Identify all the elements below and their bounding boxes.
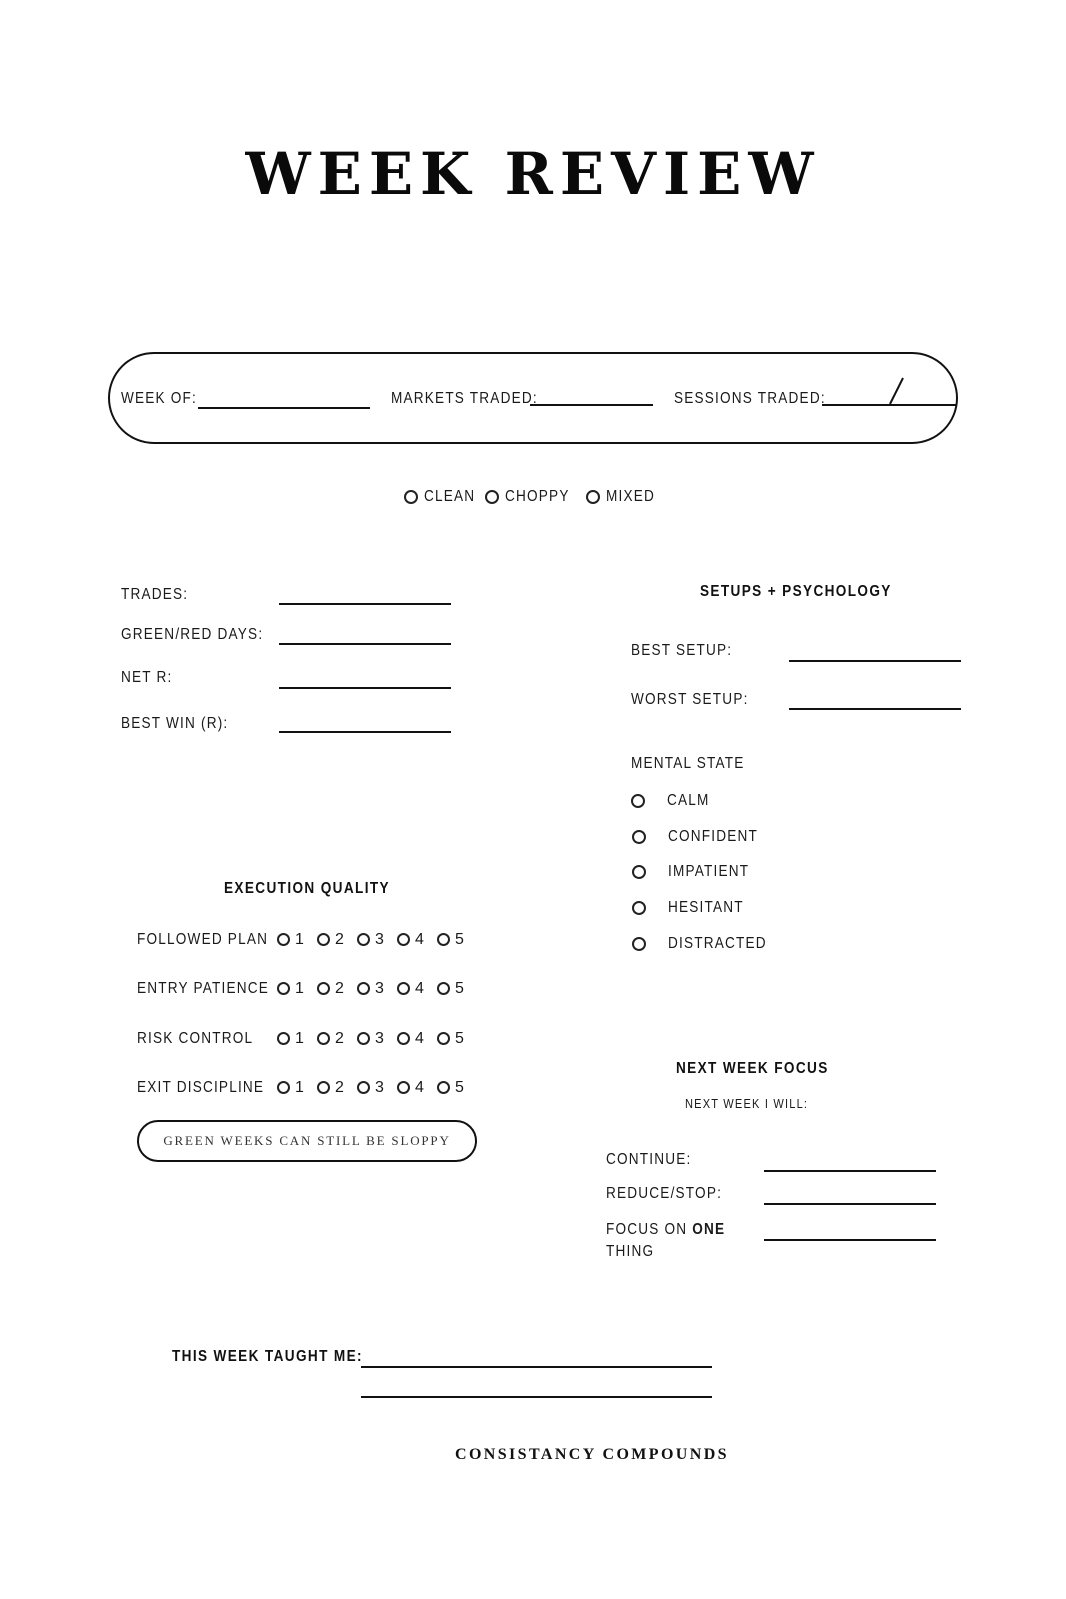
radio-circle-icon: [485, 490, 499, 504]
exit-discipline-label: EXIT DISCIPLINE: [137, 1079, 265, 1096]
net-r-field[interactable]: [279, 687, 451, 689]
mental-state-label: MENTAL STATE: [631, 755, 745, 772]
radio-circle-icon: [437, 1081, 450, 1094]
execution-quality-heading: EXECUTION QUALITY: [224, 880, 390, 897]
best-setup-label: BEST SETUP:: [631, 642, 733, 659]
radio-circle-icon: [631, 794, 645, 808]
radio-circle-icon: [404, 490, 418, 504]
sessions-slash-separator: [886, 376, 906, 406]
condition-option-choppy[interactable]: CHOPPY: [485, 488, 581, 506]
radio-circle-icon: [397, 1081, 410, 1094]
rating-option-5[interactable]: 5: [437, 1079, 477, 1097]
radio-circle-icon: [277, 933, 290, 946]
radio-circle-icon: [632, 937, 646, 951]
trades-label: TRADES:: [121, 586, 189, 603]
radio-circle-icon: [437, 982, 450, 995]
reflection-line-2[interactable]: [361, 1396, 712, 1398]
worst-setup-label: WORST SETUP:: [631, 691, 749, 708]
rating-option-3[interactable]: 3: [357, 1079, 397, 1097]
radio-circle-icon: [632, 901, 646, 915]
rating-option-1[interactable]: 1: [277, 1030, 317, 1048]
exit-discipline-rating[interactable]: [277, 1079, 477, 1097]
condition-option-mixed[interactable]: MIXED: [586, 488, 664, 506]
best-setup-field[interactable]: [789, 660, 961, 662]
radio-circle-icon: [357, 1032, 370, 1045]
markets-traded-field[interactable]: [530, 404, 653, 406]
rating-option-3[interactable]: 3: [357, 980, 397, 998]
condition-option-clean[interactable]: CLEAN: [404, 488, 484, 506]
sessions-traded-label: SESSIONS TRADED:: [674, 390, 826, 407]
setups-psychology-heading: SETUPS + PSYCHOLOGY: [700, 583, 892, 600]
rating-option-4[interactable]: 4: [397, 1030, 437, 1048]
focus-one-thing-label: FOCUS ON ONE THING: [606, 1221, 726, 1260]
next-week-subheading: NEXT WEEK I WILL:: [685, 1096, 809, 1111]
mental-state-option-distracted[interactable]: DISTRACTED: [632, 935, 784, 953]
continue-field[interactable]: [764, 1170, 936, 1172]
radio-circle-icon: [317, 1032, 330, 1045]
radio-circle-icon: [397, 1032, 410, 1045]
green-red-days-label: GREEN/RED DAYS:: [121, 626, 264, 643]
radio-circle-icon: [357, 1081, 370, 1094]
markets-traded-label: MARKETS TRADED:: [391, 390, 538, 407]
radio-circle-icon: [632, 865, 646, 879]
rating-option-4[interactable]: 4: [397, 931, 437, 949]
entry-patience-rating[interactable]: [277, 980, 477, 998]
radio-circle-icon: [397, 982, 410, 995]
radio-circle-icon: [632, 830, 646, 844]
radio-circle-icon: [277, 1032, 290, 1045]
risk-control-rating[interactable]: [277, 1030, 477, 1048]
net-r-label: NET R:: [121, 669, 173, 686]
worst-setup-field[interactable]: [789, 708, 961, 710]
risk-control-label: RISK CONTROL: [137, 1030, 254, 1047]
entry-patience-label: ENTRY PATIENCE: [137, 980, 270, 997]
rating-option-1[interactable]: 1: [277, 980, 317, 998]
trades-field[interactable]: [279, 603, 451, 605]
mental-state-option-hesitant[interactable]: HESITANT: [632, 899, 757, 917]
mental-state-option-calm[interactable]: CALM: [631, 792, 717, 810]
radio-circle-icon: [437, 933, 450, 946]
rating-option-3[interactable]: 3: [357, 931, 397, 949]
radio-circle-icon: [357, 933, 370, 946]
page-title: WEEK REVIEW: [245, 140, 821, 208]
mental-state-option-impatient[interactable]: IMPATIENT: [632, 863, 764, 881]
rating-option-2[interactable]: 2: [317, 931, 357, 949]
radio-circle-icon: [317, 933, 330, 946]
radio-circle-icon: [586, 490, 600, 504]
mental-state-option-confident[interactable]: CONFIDENT: [632, 828, 774, 846]
radio-circle-icon: [357, 982, 370, 995]
focus-one-thing-field[interactable]: [764, 1239, 936, 1241]
rating-option-4[interactable]: 4: [397, 1079, 437, 1097]
followed-plan-label: FOLLOWED PLAN: [137, 931, 269, 948]
rating-option-5[interactable]: 5: [437, 980, 477, 998]
rating-option-5[interactable]: 5: [437, 931, 477, 949]
reflection-line-1[interactable]: [361, 1366, 712, 1368]
rating-option-2[interactable]: 2: [317, 1030, 357, 1048]
radio-circle-icon: [317, 982, 330, 995]
green-red-days-field[interactable]: [279, 643, 451, 645]
week-of-field[interactable]: [198, 407, 370, 409]
reduce-stop-field[interactable]: [764, 1203, 936, 1205]
radio-circle-icon: [317, 1081, 330, 1094]
week-of-label: WEEK OF:: [121, 390, 198, 407]
footer-tagline: CONSISTANCY COMPOUNDS: [455, 1446, 729, 1463]
rating-option-1[interactable]: 1: [277, 931, 317, 949]
rating-option-2[interactable]: 2: [317, 1079, 357, 1097]
followed-plan-rating[interactable]: [277, 931, 477, 949]
next-week-focus-heading: NEXT WEEK FOCUS: [676, 1060, 829, 1077]
reduce-stop-label: REDUCE/STOP:: [606, 1185, 723, 1202]
rating-option-3[interactable]: 3: [357, 1030, 397, 1048]
radio-circle-icon: [397, 933, 410, 946]
radio-circle-icon: [437, 1032, 450, 1045]
this-week-taught-me-label: THIS WEEK TAUGHT ME:: [172, 1348, 363, 1365]
radio-circle-icon: [277, 1081, 290, 1094]
continue-label: CONTINUE:: [606, 1151, 692, 1168]
best-win-label: BEST WIN (R):: [121, 715, 229, 732]
radio-circle-icon: [277, 982, 290, 995]
rating-option-4[interactable]: 4: [397, 980, 437, 998]
rating-option-2[interactable]: 2: [317, 980, 357, 998]
reminder-badge: GREEN WEEKS CAN STILL BE SLOPPY: [137, 1120, 477, 1162]
best-win-field[interactable]: [279, 731, 451, 733]
rating-option-1[interactable]: 1: [277, 1079, 317, 1097]
rating-option-5[interactable]: 5: [437, 1030, 477, 1048]
